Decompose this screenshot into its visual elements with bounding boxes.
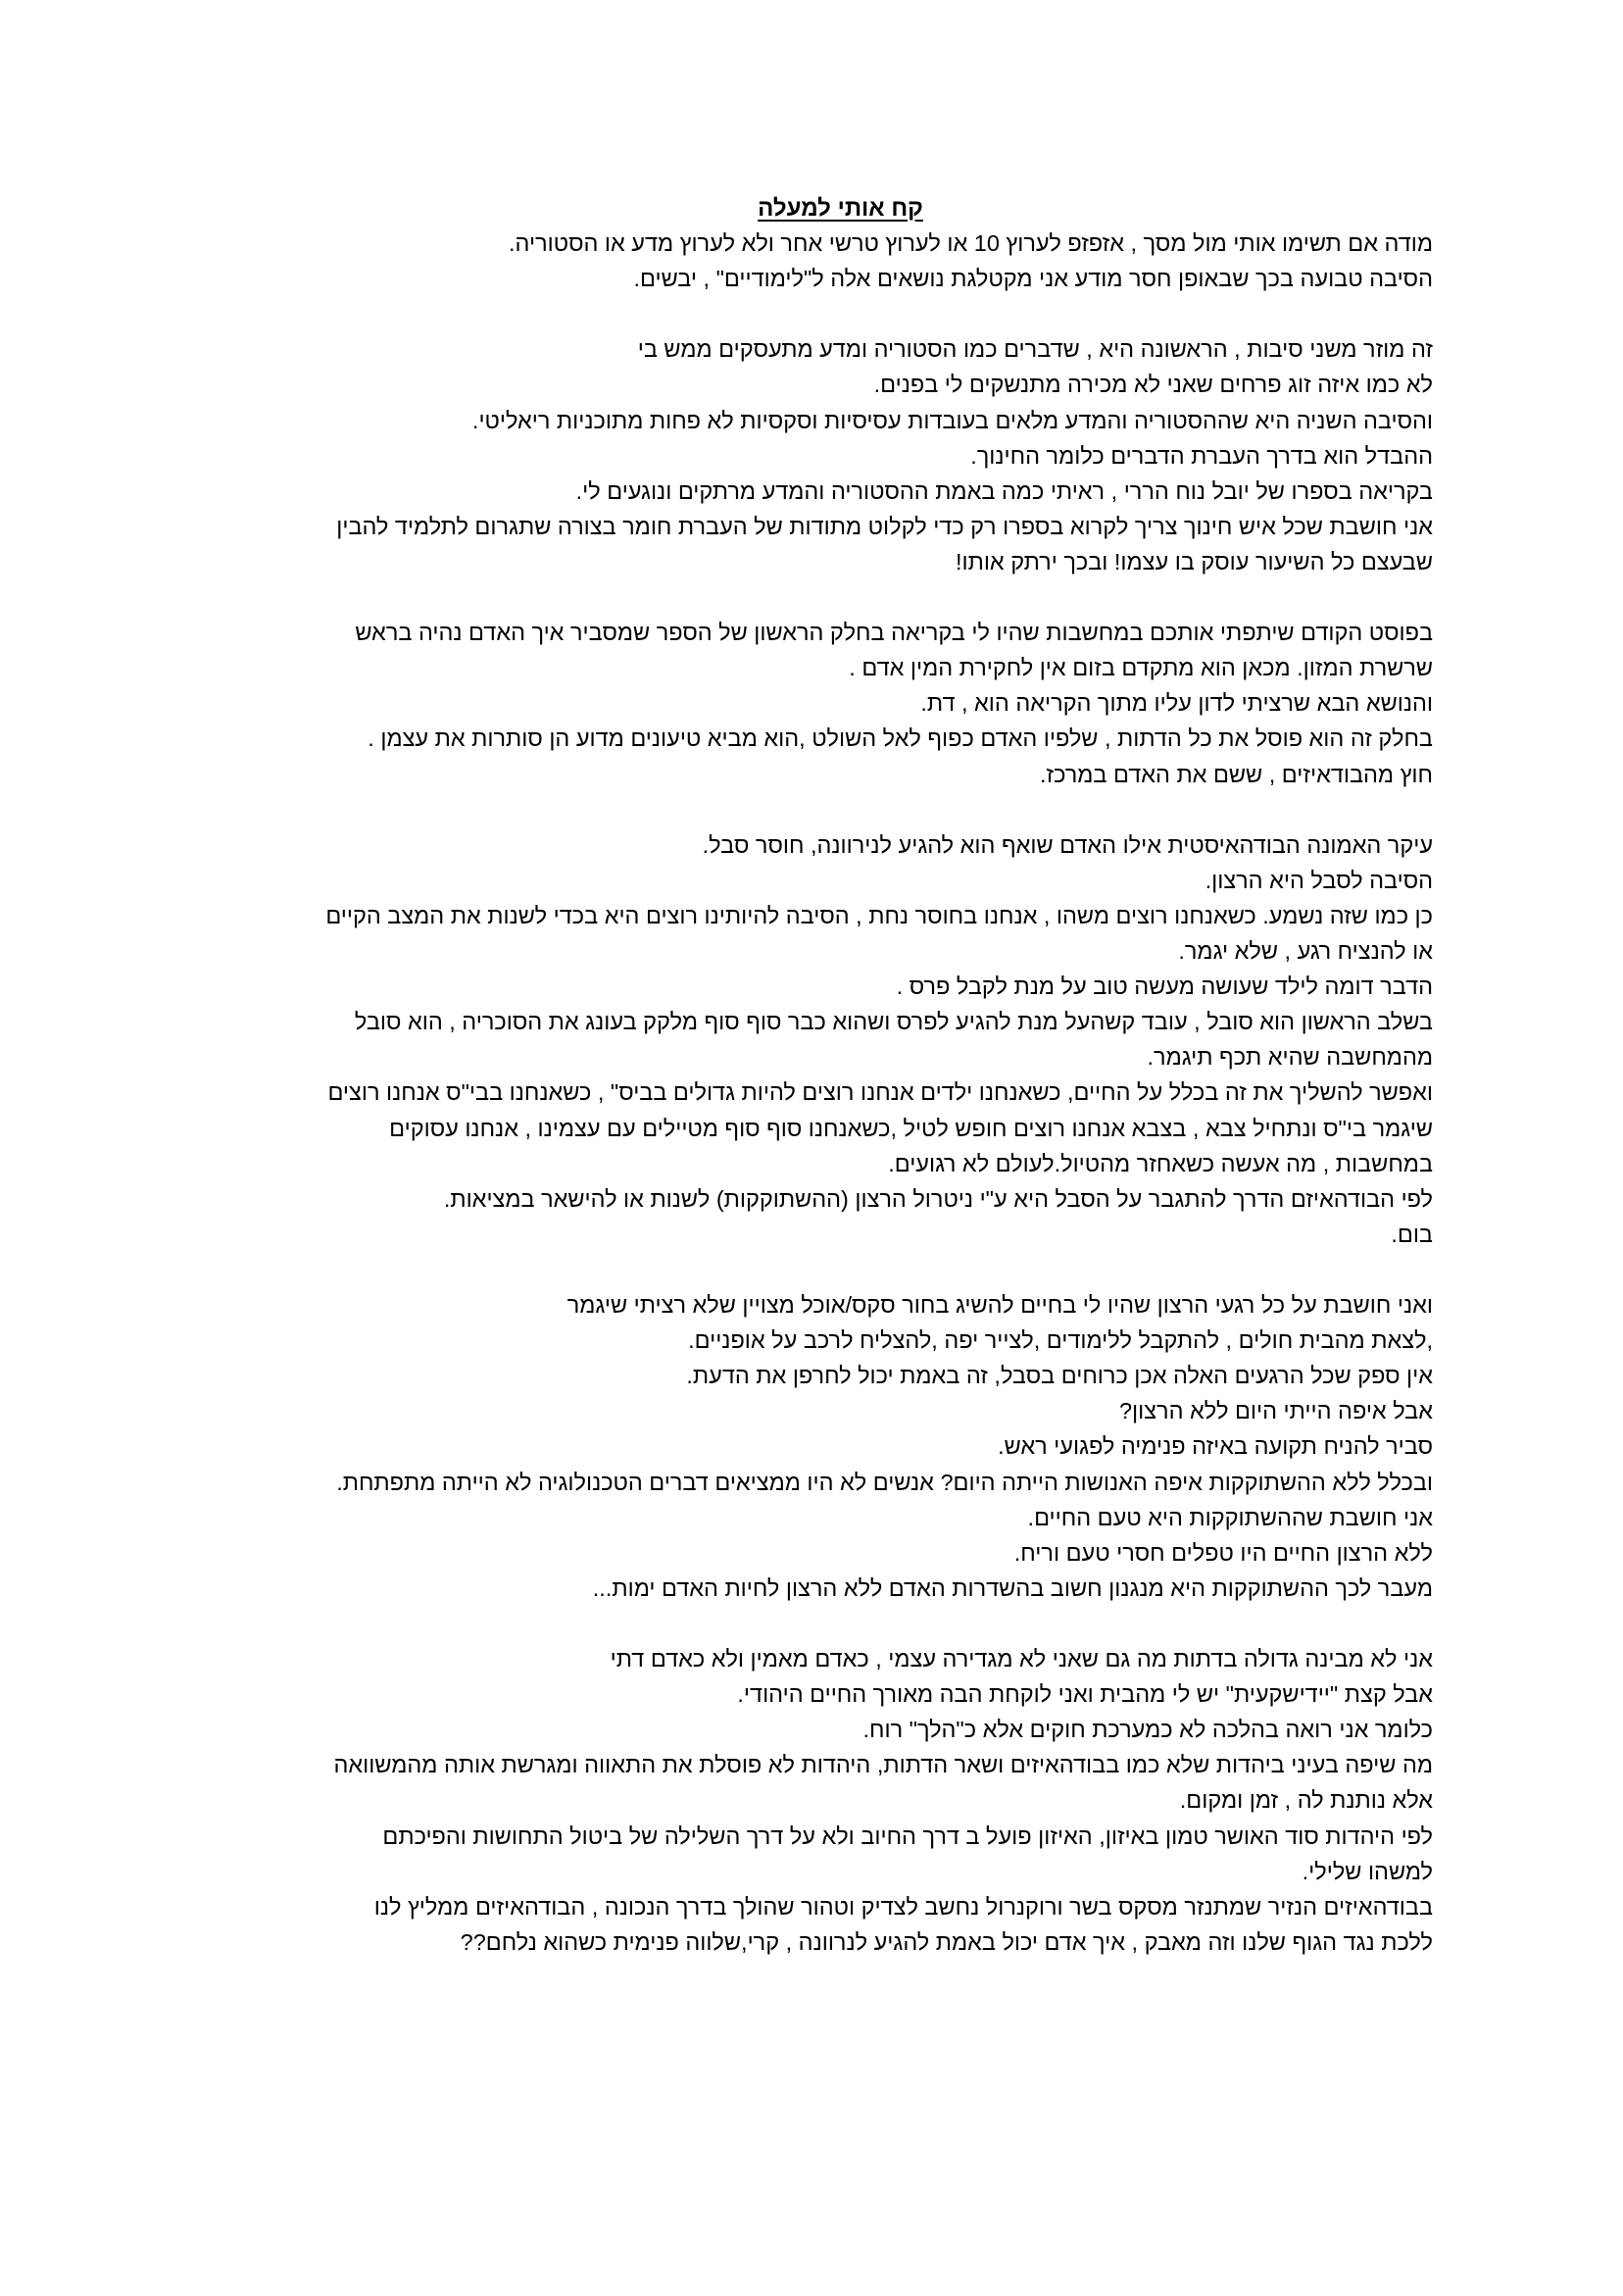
text-line: עיקר האמונה הבודהאיסטית אילו האדם שואף הוא להגיע לנירוונה, חוסר סבל.: [702, 832, 1433, 858]
text-line: בחלק זה הוא פוסל את כל הדתות , שלפיו האדם כפוף לאל השולט ,הוא מביא טיעונים מדוע הן סותרות את עצמן .: [368, 725, 1433, 751]
text-line: הסיבה לסבל היא הרצון.: [1205, 868, 1433, 893]
text-line: בבודהאיזים הנזיר שמתנזר מסקס בשר ורוקנרול נחשב לצדיק וטהור שהולך בדרך הנכונה , הבודהאיזים ממליץ לנו: [373, 1894, 1433, 1920]
text-line: לפי הבודהאיזם הדרך להתגבר על הסבל היא ע"י ניטרול הרצון (ההשתוקקות) לשנות או להישאר במציאות.: [443, 1186, 1433, 1212]
text-line: אני לא מבינה גדולה בדתות מה גם שאני לא מגדירה עצמי , כאדם מאמין ולא כאדם דתי: [610, 1646, 1433, 1672]
text-line: ואני חושבת על כל רגעי הרצון שהיו לי בחיים להשיג בחור סקס/אוכל מצויין שלא רציתי שיגמר: [566, 1292, 1433, 1318]
text-line: בשלב הראשון הוא סובל , עובד קשהעל מנת להגיע לפרס ושהוא כבר סוף סוף מלקק בעונג את הסוכריה , הוא סובל: [354, 1009, 1433, 1034]
text-line: ובכלל ללא ההשתוקקות איפה האנושות הייתה היום? אנשים לא היו ממציאים דברים הטכנולוגיה לא הייתה מתפתחת.: [336, 1470, 1433, 1495]
text-line: והסיבה השניה היא שההסטוריה והמדע מלאים בעובדות עסיסיות וסקסיות לא פחות מתוכניות ריאליטי.: [471, 408, 1433, 433]
text-line: והנושא הבא שרציתי לדון עליו מתוך הקריאה הוא , דת.: [920, 690, 1433, 716]
text-line: זה מוזר משני סיבות , הראשונה היא , שדברים כמו הסטוריה ומדע מתעסקים ממש בי: [637, 336, 1433, 362]
text-line: מעבר לכך ההשתוקקות היא מנגנון חשוב בהשדרות האדם ללא הרצון לחיות האדם ימות...: [592, 1575, 1433, 1601]
text-line: שבעצם כל השיעור עוסק בו עצמו! ובכך ירתק אותו!: [955, 549, 1433, 574]
text-line: אין ספק שכל הרגעים האלה אכן כרוחים בסבל, זה באמת יכול לחרפן את הדעת.: [686, 1363, 1433, 1388]
text-line: אבל איפה הייתי היום ללא הרצון?: [1118, 1398, 1433, 1423]
text-line: ההבדל הוא בדרך העברת הדברים כלומר החינוך.: [970, 443, 1433, 469]
text-line: כן כמו שזה נשמע. כשאנחנו רוצים משהו , אנחנו בחוסר נחת , הסיבה להיותינו רוצים היא בכדי לשנות את המצב הקיים: [325, 903, 1433, 928]
text-line: מודה אם תשימו אותי מול מסך , אזפזפ לערוץ 10 או לערוץ טרשי אחר ולא לערוץ מדע או הסטוריה.: [509, 230, 1433, 256]
text-line: כלומר אני רואה בהלכה לא כמערכת חוקים אלא כ"הלך" רוח.: [862, 1717, 1433, 1742]
text-line: שיגמר בי"ס ונתחיל צבא , בצבא אנחנו רוצים חופש לטיל ,כשאנחנו סוף סוף מטיילים עם עצמינו , אנחנו עסוקים: [389, 1116, 1433, 1141]
text-line: מה שיפה בעיני ביהדות שלא כמו בבודהאיזים ושאר הדתות, היהדות לא פוסלת את התאווה ומגרשת אותה מהמשוואה: [333, 1752, 1433, 1777]
text-line: סביר להניח תקועה באיזה פנימיה לפגועי ראש.: [998, 1433, 1433, 1459]
text-line: בפוסט הקודם שיתפתי אותכם במחשבות שהיו לי בקריאה בחלק הראשון של הספר שמסביר איך האדם נהיה בראש: [355, 620, 1433, 645]
text-line: או להנציח רגע , שלא יגמר.: [1178, 938, 1433, 964]
text-line: חוץ מהבודאיזים , ששם את האדם במרכז.: [1039, 762, 1433, 787]
text-line: מהמחשבה שהיא תכף תיגמר.: [1147, 1044, 1433, 1070]
document-title: קח אותי למעלה: [758, 195, 923, 222]
text-line: אבל קצת "יידישקעית" יש לי מהבית ואני לוקחת הבה מאורך החיים היהודי.: [737, 1681, 1433, 1707]
text-line: לפי היהדות סוד האושר טמון באיזון, האיזון פועל ב דרך החיוב ולא על דרך השלילה של ביטול התחושות והפיכתם: [382, 1823, 1433, 1849]
text-line: למשהו שלילי.: [1302, 1859, 1433, 1884]
text-line: בום.: [1391, 1222, 1433, 1247]
text-line: במחשבות , מה אעשה כשאחזר מהטיול.לעולם לא רגועים.: [888, 1151, 1433, 1176]
text-line: ,לצאת מהבית חולים , להתקבל ללימודים ,לצייר יפה ,להצליח לרכב על אופניים.: [688, 1327, 1433, 1353]
text-line: ללא הרצון החיים היו טפלים חסרי טעם וריח.: [1013, 1540, 1433, 1566]
text-line: לא כמו איזה זוג פרחים שאני לא מכירה מתנשקים לי בפנים.: [873, 372, 1433, 397]
text-line: ללכת נגד הגוף שלנו וזה מאבק , איך אדם יכול באמת להגיע לנרוונה , קרי,שלווה פנימית כשהוא נלחם??: [460, 1929, 1433, 1955]
text-line: בקריאה בספרו של יובל נוח הררי , ראיתי כמה באמת ההסטוריה והמדע מרתקים ונוגעים לי.: [575, 478, 1433, 504]
text-line: אני חושבת שההשתוקקות היא טעם החיים.: [1027, 1505, 1433, 1530]
text-line: הדבר דומה לילד שעושה מעשה טוב על מנת לקבל פרס .: [896, 973, 1433, 999]
text-line: הסיבה טבועה בכך שבאופן חסר מודע אני מקטלגת נושאים אלה ל"לימודיים" , יבשים.: [633, 266, 1433, 291]
text-line: אלא נותנת לה , זמן ומקום.: [1179, 1787, 1433, 1813]
text-line: אני חושבת שכל איש חינוך צריך לקרוא בספרו רק כדי לקלוט מתודות של העברת חומר בצורה שתגרום לתלמיד להבין: [336, 514, 1433, 539]
text-line: ואפשר להשליך את זה בכלל על החיים, כשאנחנו ילדים אנחנו רוצים להיות גדולים בביס" , כשאנחנו בבי"ס אנחנו רוצים: [327, 1079, 1433, 1105]
text-line: שרשרת המזון. מכאן הוא מתקדם בזום אין לחקירת המין אדם .: [849, 655, 1433, 680]
